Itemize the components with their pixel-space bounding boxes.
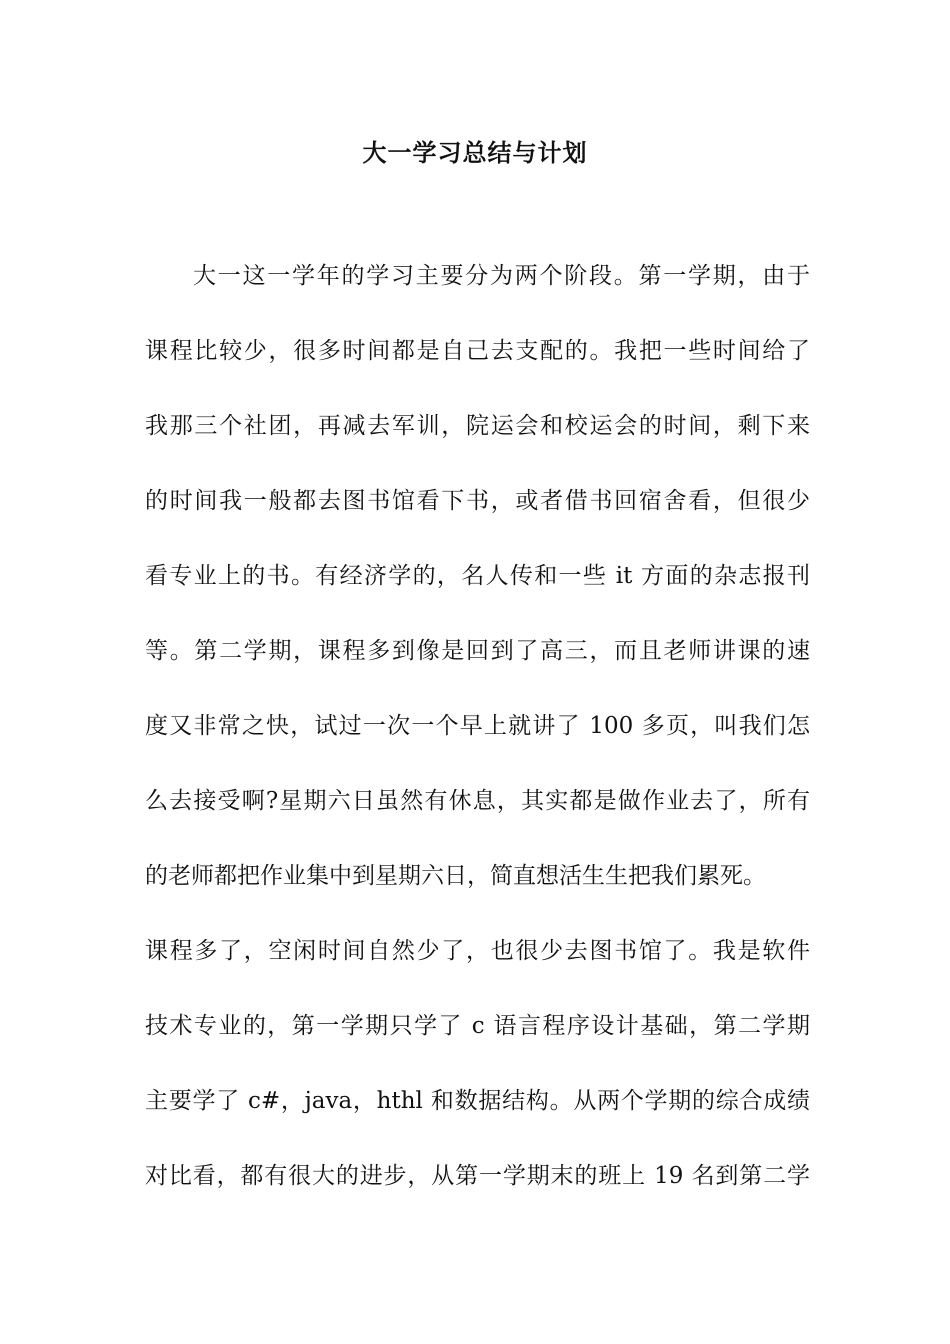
body-line-6: 等。第二学期，课程多到像是回到了高三，而且老师讲课的速 — [145, 638, 810, 664]
body-line-11: 技术专业的，第一学期只学了 c 语言程序设计基础，第二学期 — [145, 1013, 810, 1039]
body-line-12: 主要学了 c#，java，hthl 和数据结构。从两个学期的综合成绩 — [145, 1088, 810, 1114]
body-line-5: 看专业上的书。有经济学的，名人传和一些 it 方面的杂志报刊 — [145, 563, 810, 589]
body-line-8: 么去接受啊?星期六日虽然有休息，其实都是做作业去了，所有 — [145, 788, 810, 814]
document-body — [145, 256, 810, 1231]
body-line-9: 的老师都把作业集中到星期六日，简直想活生生把我们累死。 — [145, 863, 766, 889]
body-line-2: 课程比较少，很多时间都是自己去支配的。我把一些时间给了 — [145, 338, 810, 364]
document-title: 大一学习总结与计划 — [362, 138, 588, 167]
body-line-4: 的时间我一般都去图书馆看下书，或者借书回宿舍看，但很少 — [145, 488, 810, 514]
body-line-3: 我那三个社团，再减去军训，院运会和校运会的时间，剩下来 — [145, 413, 810, 439]
body-line-1: 大一这一学年的学习主要分为两个阶段。第一学期，由于 — [193, 263, 810, 289]
body-line-13: 对比看，都有很大的进步，从第一学期末的班上 19 名到第二学 — [145, 1163, 810, 1189]
body-line-10: 课程多了，空闲时间自然少了，也很少去图书馆了。我是软件 — [145, 938, 810, 964]
body-line-7: 度又非常之快，试过一次一个早上就讲了 100 多页，叫我们怎 — [145, 713, 810, 739]
